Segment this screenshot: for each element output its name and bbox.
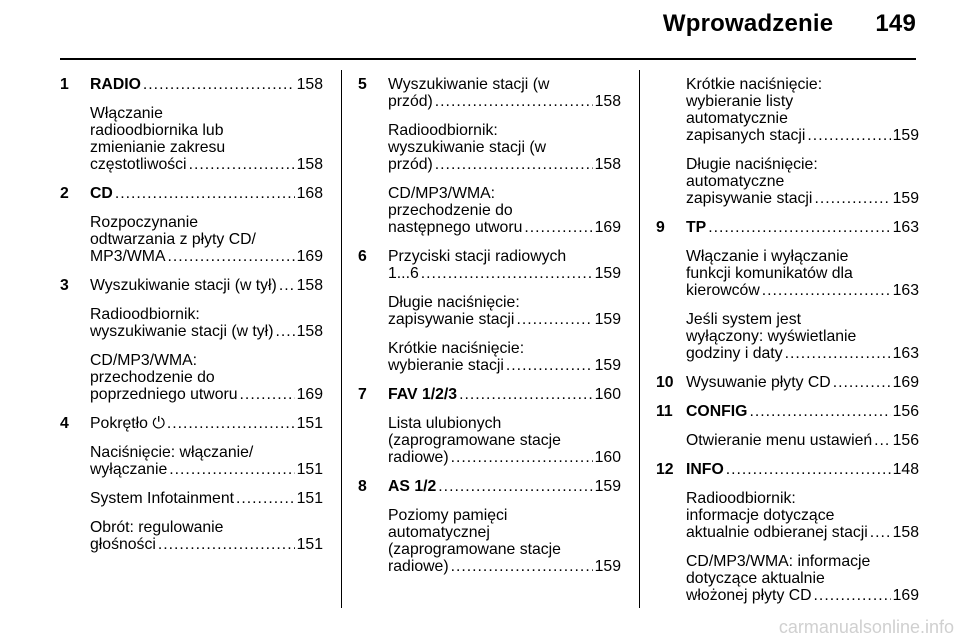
subentry-text: zapisanych stacji <box>686 127 806 144</box>
subentry-text: zmienianie zakresu <box>90 139 226 156</box>
dot-leader <box>169 461 294 478</box>
header-rule <box>60 58 916 60</box>
subentry-line <box>90 490 323 507</box>
index-entry <box>656 461 919 478</box>
dot-leader <box>814 587 891 604</box>
subentry-text: Krótkie naciśnięcie: <box>686 76 823 93</box>
subentry-text: następnego utworu <box>388 219 523 236</box>
subentry-text: aktualnie odbieranej stacji <box>686 524 868 541</box>
subentry-text: wyszukiwanie stacji (w tył) <box>90 323 274 340</box>
page-ref: 159 <box>594 478 621 495</box>
entry-label: przód) <box>388 93 433 110</box>
dot-leader <box>189 156 295 173</box>
entry-line <box>90 277 323 294</box>
entry-number: 3 <box>60 277 69 294</box>
dot-leader <box>143 76 295 93</box>
index-subentry <box>60 519 323 553</box>
page-ref: 160 <box>594 386 621 403</box>
subentry-text: radioodbiornika lub <box>90 122 224 139</box>
entry-number: 6 <box>358 248 367 265</box>
page-ref: 158 <box>594 93 621 110</box>
entry-label: RADIO <box>90 76 141 93</box>
subentry-line <box>686 345 919 362</box>
subentry-text: Lista ulubionych <box>388 415 502 432</box>
page-ref: 168 <box>296 185 323 202</box>
subentry-line <box>388 311 621 328</box>
dot-leader <box>874 432 890 449</box>
subentry-line <box>686 282 919 299</box>
subentry-text: wybieranie stacji <box>388 357 504 374</box>
entry-label: AS 1/2 <box>388 478 437 495</box>
dot-leader <box>807 127 890 144</box>
column-divider <box>341 70 342 608</box>
subentry-text: Jeśli system jest <box>686 311 801 328</box>
index-column-3 <box>656 76 919 616</box>
page-ref: 163 <box>892 219 919 236</box>
subentry-line <box>90 248 323 265</box>
subentry-text: Krótkie naciśnięcie: <box>388 340 525 357</box>
subentry-text: funkcji komunikatów dla <box>686 265 853 282</box>
subentry-line <box>388 357 621 374</box>
entry-label: INFO <box>686 461 724 478</box>
page-ref: 151 <box>296 461 323 478</box>
dot-leader <box>435 156 593 173</box>
index-subentry <box>358 185 621 236</box>
dot-leader <box>762 282 891 299</box>
page-ref: 159 <box>892 190 919 207</box>
page-ref: 151 <box>296 415 323 432</box>
page-ref: 158 <box>594 156 621 173</box>
subentry-text: (zaprogramowane stacje <box>388 541 561 558</box>
subentry-line <box>388 558 621 575</box>
index-subentry <box>358 507 621 575</box>
subentry-text: radiowe) <box>388 449 449 466</box>
subentry-text: wybieranie listy <box>686 93 794 110</box>
index-subentry <box>60 444 323 478</box>
page-ref: 169 <box>892 587 919 604</box>
dot-leader <box>438 478 592 495</box>
subentry-line <box>90 461 323 478</box>
page-ref: 159 <box>892 127 919 144</box>
page-ref: 163 <box>892 282 919 299</box>
page-ref: 151 <box>296 490 323 507</box>
entry-number: 12 <box>656 461 674 478</box>
dot-leader <box>833 374 891 391</box>
dot-leader <box>726 461 891 478</box>
entry-number: 5 <box>358 76 367 93</box>
index-subentry <box>60 352 323 403</box>
index-entry <box>60 277 323 294</box>
subentry-text: Włączanie i wyłączanie <box>686 248 849 265</box>
subentry-text: System Infotainment <box>90 490 234 507</box>
subentry-text: odtwarzania z płyty CD/ <box>90 231 256 248</box>
page-ref: 158 <box>296 76 323 93</box>
subentry-text: wyłączony: wyświetlanie <box>686 328 857 345</box>
entry-line <box>686 374 919 391</box>
dot-leader <box>749 403 890 420</box>
page-ref: 158 <box>296 156 323 173</box>
subentry-text: CD/MP3/WMA: <box>90 352 198 369</box>
index-entry <box>358 76 621 110</box>
index-subentry <box>656 432 919 449</box>
subentry-text: Otwieranie menu ustawień <box>686 432 873 449</box>
subentry-text: Naciśnięcie: włączanie/ <box>90 444 254 461</box>
index-subentry <box>656 311 919 362</box>
subentry-line <box>686 524 919 541</box>
subentry-text: wyszukiwanie stacji (w <box>388 139 547 156</box>
entry-label: TP <box>686 219 707 236</box>
subentry-line <box>90 536 323 553</box>
subentry-text: Radioodbiornik: <box>388 122 498 139</box>
subentry-line <box>388 219 621 236</box>
dot-leader <box>167 248 294 265</box>
subentry-text: kierowców <box>686 282 760 299</box>
page-ref: 159 <box>594 265 621 282</box>
entry-line <box>686 219 919 236</box>
page-ref: 158 <box>296 277 323 294</box>
index-subentry <box>358 415 621 466</box>
entry-number: 9 <box>656 219 665 236</box>
dot-leader <box>158 536 295 553</box>
entry-label: Pokrętło ⏻ <box>90 415 165 432</box>
subentry-text: przechodzenie do <box>388 202 513 219</box>
subentry-text: automatycznie <box>686 110 788 127</box>
subentry-text: Długie naciśnięcie: <box>686 156 818 173</box>
index-entry <box>656 403 919 420</box>
column-divider <box>639 70 640 608</box>
subentry-line <box>686 432 919 449</box>
index-subentry <box>60 105 323 173</box>
index-entry <box>656 374 919 391</box>
subentry-text: przód) <box>388 156 433 173</box>
dot-leader <box>115 185 295 202</box>
page-header <box>0 10 916 38</box>
entry-label: Wyszukiwanie stacji (w tył) <box>90 277 277 294</box>
subentry-text: przechodzenie do <box>90 369 215 386</box>
dot-leader <box>516 311 592 328</box>
entry-label: Wysuwanie płyty CD <box>686 374 831 391</box>
subentry-line <box>388 156 621 173</box>
subentry-text: Obrót: regulowanie <box>90 519 224 536</box>
index-entry <box>358 248 621 282</box>
page-ref: 156 <box>892 432 919 449</box>
dot-leader <box>167 415 295 432</box>
entry-label: CD <box>90 185 113 202</box>
subentry-text: informacje dotyczące <box>686 507 835 524</box>
page-ref: 169 <box>296 386 323 403</box>
subentry-text: automatycznej <box>388 524 490 541</box>
page-ref: 158 <box>892 524 919 541</box>
subentry-text: Włączanie <box>90 105 163 122</box>
page-ref: 158 <box>296 323 323 340</box>
subentry-text: zapisywanie stacji <box>388 311 515 328</box>
dot-leader <box>524 219 592 236</box>
entry-line <box>90 76 323 93</box>
index-column-2 <box>358 76 621 587</box>
index-entry <box>358 386 621 403</box>
page-ref: 156 <box>892 403 919 420</box>
dot-leader <box>870 524 891 541</box>
page-title: Wprowadzenie <box>662 10 834 37</box>
entry-line <box>388 386 621 403</box>
subentry-text: Radioodbiornik: <box>686 490 796 507</box>
dot-leader <box>459 386 593 403</box>
dot-leader <box>279 277 295 294</box>
entry-number: 11 <box>656 403 673 420</box>
subentry-text: CD/MP3/WMA: informacje <box>686 553 871 570</box>
dot-leader <box>275 323 294 340</box>
watermark: carmanualsonline.info <box>778 617 954 637</box>
entry-label: CONFIG <box>686 403 748 420</box>
subentry-line <box>90 386 323 403</box>
index-subentry <box>60 306 323 340</box>
subentry-text: Długie naciśnięcie: <box>388 294 520 311</box>
entry-line <box>90 415 323 432</box>
subentry-text: poprzedniego utworu <box>90 386 238 403</box>
entry-line <box>388 265 621 282</box>
page-ref: 159 <box>594 311 621 328</box>
page-number: 149 <box>875 10 916 37</box>
subentry-line <box>686 190 919 207</box>
entry-number: 4 <box>60 415 69 432</box>
index-subentry <box>358 340 621 374</box>
dot-leader <box>506 357 593 374</box>
subentry-text: Poziomy pamięci <box>388 507 508 524</box>
entry-label: Wyszukiwanie stacji (w <box>388 76 550 93</box>
subentry-text: automatyczne <box>686 173 785 190</box>
dot-leader <box>708 219 890 236</box>
subentry-text: (zaprogramowane stacje <box>388 432 561 449</box>
index-subentry <box>358 122 621 173</box>
index-subentry <box>656 553 919 604</box>
dot-leader <box>451 558 593 575</box>
index-subentry <box>60 214 323 265</box>
index-entry <box>656 219 919 236</box>
dot-leader <box>451 449 593 466</box>
page-ref: 159 <box>594 357 621 374</box>
index-subentry <box>656 248 919 299</box>
page-ref: 169 <box>594 219 621 236</box>
entry-label: FAV 1/2/3 <box>388 386 458 403</box>
subentry-text: Radioodbiornik: <box>90 306 200 323</box>
entry-line <box>686 461 919 478</box>
dot-leader <box>240 386 295 403</box>
index-entry <box>60 76 323 93</box>
dot-leader <box>814 190 890 207</box>
index-subentry <box>656 156 919 207</box>
dot-leader <box>236 490 295 507</box>
subentry-text: MP3/WMA <box>90 248 166 265</box>
index-entry <box>358 478 621 495</box>
subentry-line <box>90 156 323 173</box>
entry-number: 7 <box>358 386 367 403</box>
dot-leader <box>421 265 593 282</box>
subentry-line <box>388 449 621 466</box>
page-ref: 151 <box>296 536 323 553</box>
subentry-text: godziny i daty <box>686 345 783 362</box>
subentry-text: Rozpoczynanie <box>90 214 199 231</box>
index-subentry <box>60 490 323 507</box>
subentry-line <box>686 587 919 604</box>
subentry-text: głośności <box>90 536 156 553</box>
entry-label: Przyciski stacji radiowych <box>388 248 567 265</box>
index-subentry <box>656 76 919 144</box>
dot-leader <box>785 345 891 362</box>
index-subentry <box>656 490 919 541</box>
subentry-line <box>90 323 323 340</box>
index-column-1 <box>60 76 323 565</box>
subentry-line <box>686 127 919 144</box>
page-ref: 163 <box>892 345 919 362</box>
subentry-text: zapisywanie stacji <box>686 190 813 207</box>
index-entry <box>60 415 323 432</box>
subentry-text: wyłączanie <box>90 461 168 478</box>
entry-label: 1...6 <box>388 265 419 282</box>
entry-line <box>90 185 323 202</box>
page-ref: 169 <box>296 248 323 265</box>
index-entry <box>60 185 323 202</box>
subentry-text: radiowe) <box>388 558 449 575</box>
page-ref: 159 <box>594 558 621 575</box>
entry-line <box>388 93 621 110</box>
subentry-text: włożonej płyty CD <box>686 587 812 604</box>
index-subentry <box>358 294 621 328</box>
page-ref: 148 <box>892 461 919 478</box>
subentry-text: dotyczące aktualnie <box>686 570 825 587</box>
subentry-text: CD/MP3/WMA: <box>388 185 496 202</box>
page-ref: 169 <box>892 374 919 391</box>
entry-number: 8 <box>358 478 367 495</box>
page-ref: 160 <box>594 449 621 466</box>
entry-number: 1 <box>60 76 69 93</box>
entry-number: 10 <box>656 374 674 391</box>
subentry-text: częstotliwości <box>90 156 187 173</box>
entry-line <box>686 403 919 420</box>
entry-line <box>388 478 621 495</box>
dot-leader <box>435 93 593 110</box>
entry-number: 2 <box>60 185 69 202</box>
